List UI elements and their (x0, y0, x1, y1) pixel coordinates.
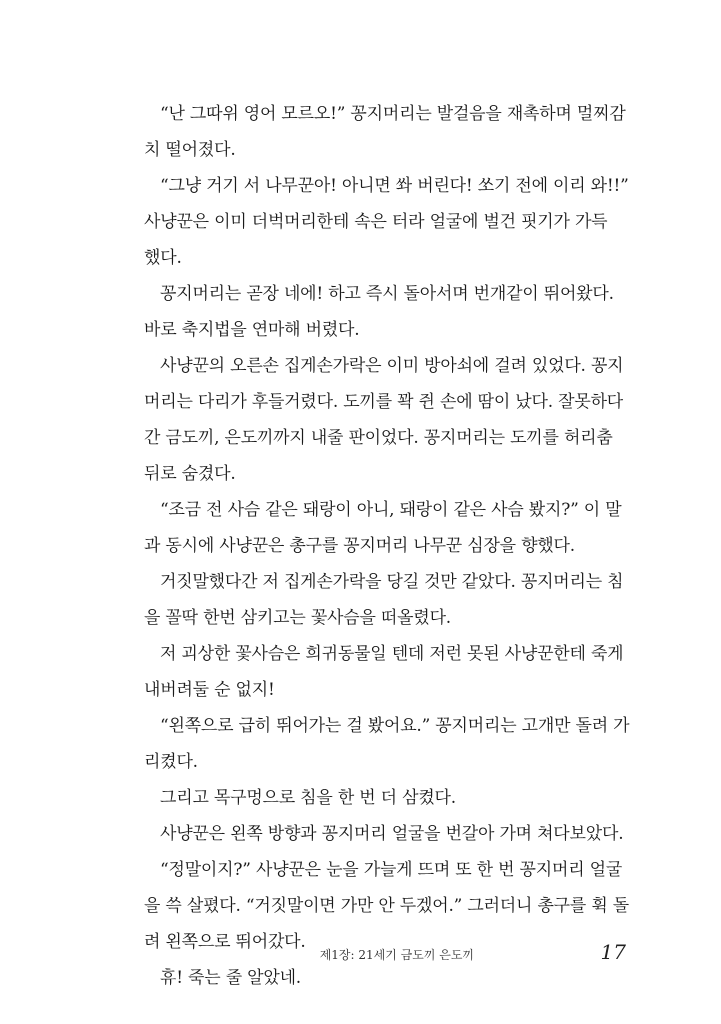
body-line-10: 간 금도끼, 은도끼까지 내줄 판이었다. 꽁지머리는 도끼를 허리춤 (144, 428, 613, 448)
page-footer (144, 936, 634, 976)
body-line-22: “정말이지?” 사냥꾼은 눈을 가늘게 뜨며 또 한 번 꽁지머리 얼굴 (160, 860, 623, 880)
body-line-14: 거짓말했다간 저 집게손가락을 당길 것만 같았다. 꽁지머리는 침 (160, 572, 624, 592)
body-line-5: 했다. (144, 248, 182, 268)
body-line-19: 리켰다. (144, 752, 198, 772)
body-line-25: 휴! 죽는 줄 알았네. (160, 968, 302, 988)
body-line-6: 꽁지머리는 곧장 네에! 하고 즉시 돌아서며 번개같이 뛰어왔다. (160, 284, 614, 304)
body-line-1: “난 그따위 영어 모르오!” 꽁지머리는 발걸음을 재촉하며 멀찌감 (160, 104, 626, 124)
body-line-12: “조금 전 사슴 같은 돼랑이 아니, 돼랑이 같은 사슴 봤지?” 이 말 (160, 500, 622, 520)
body-line-3: “그냥 거기 서 나무꾼아! 아니면 쏴 버린다! 쏘기 전에 이리 와!!” (160, 176, 629, 196)
body-line-11: 뒤로 숨겼다. (144, 464, 236, 484)
body-line-4: 사냥꾼은 이미 더벅머리한테 속은 터라 얼굴에 벌건 핏기가 가득 (144, 212, 608, 232)
body-line-8: 사냥꾼의 오른손 집게손가락은 이미 방아쇠에 걸려 있었다. 꽁지 (160, 356, 624, 376)
body-line-16: 저 괴상한 꽃사슴은 희귀동물일 텐데 저런 못된 사냥꾼한테 죽게 (160, 644, 624, 664)
body-line-7: 바로 축지법을 연마해 버렸다. (144, 320, 360, 340)
page-body (144, 96, 634, 996)
body-line-20: 그리고 목구멍으로 침을 한 번 더 삼켰다. (160, 788, 456, 808)
chapter-title: 제1장: 21세기 금도끼 은도끼 (319, 948, 474, 962)
body-line-24: 려 왼쪽으로 뛰어갔다. (144, 932, 306, 952)
body-line-13: 과 동시에 사냥꾼은 총구를 꽁지머리 나무꾼 심장을 향했다. (144, 536, 575, 556)
body-line-18: “왼쪽으로 급히 뛰어가는 걸 봤어요.” 꽁지머리는 고개만 돌려 가 (160, 716, 630, 736)
body-line-23: 을 쓱 살폈다. “거짓말이면 가만 안 두겠어.” 그러더니 총구를 휙 돌 (144, 896, 629, 916)
body-line-17: 내버려둘 순 없지! (144, 680, 275, 700)
body-line-9: 머리는 다리가 후들거렸다. 도끼를 꽉 쥔 손에 땀이 났다. 잘못하다 (144, 392, 624, 412)
body-line-15: 을 꼴딱 한번 삼키고는 꽃사슴을 떠올렸다. (144, 608, 451, 628)
page-number: 17 (600, 940, 626, 964)
body-line-2: 치 떨어졌다. (144, 140, 236, 160)
body-line-21: 사냥꾼은 왼쪽 방향과 꽁지머리 얼굴을 번갈아 가며 쳐다보았다. (160, 824, 624, 844)
